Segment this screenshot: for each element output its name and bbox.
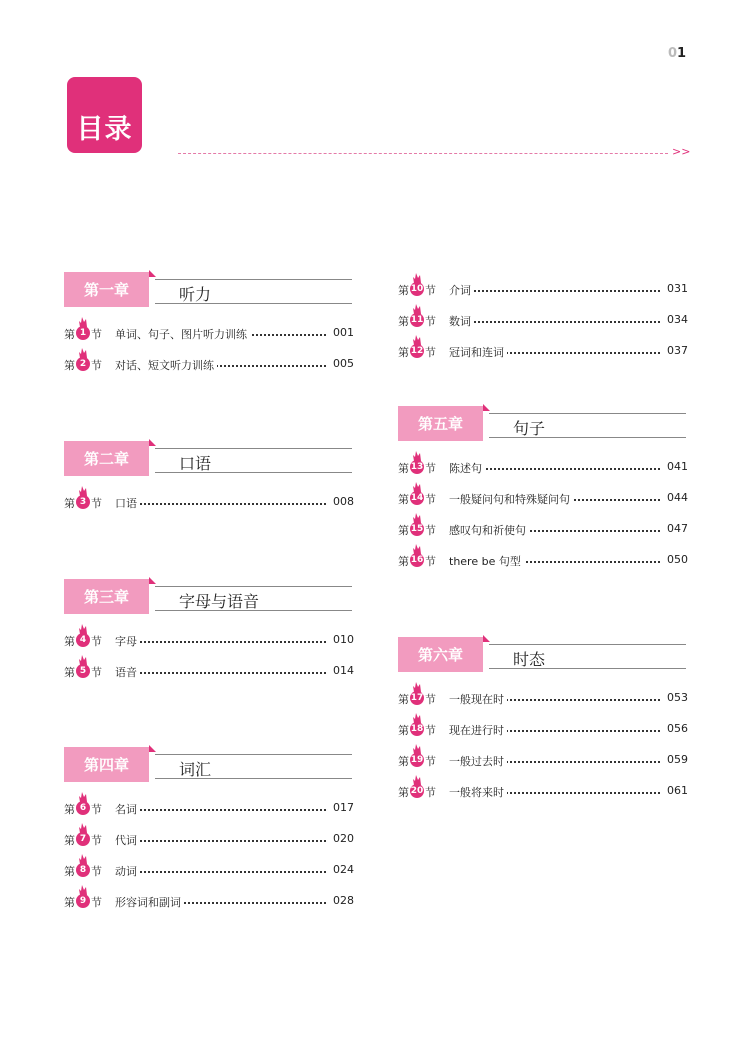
section-number-badge: 4 [76,633,90,647]
chapter-2-header[interactable] [64,439,352,479]
chapter-1-header[interactable] [64,270,352,310]
section-title: 介词 [449,282,474,298]
page-ref: 001 [333,326,354,339]
page-ref: 010 [333,633,354,646]
chapter-title: 时态 [513,650,546,669]
chapter-label: 第四章 [64,747,149,782]
page-number [668,46,686,61]
chapter-title: 字母与语音 [179,592,260,611]
leader-dots [115,641,326,643]
page-ref: 037 [667,344,688,357]
section-number-badge: 14 [410,493,424,503]
page-number-digit-2: 1 [677,46,687,61]
section-number-badge: 11 [410,315,424,325]
section-title: 对话、短文听力训练 [115,357,217,373]
chapter-4-header[interactable] [64,745,352,785]
section-number-badge: 1 [76,326,90,340]
section-number-badge: 12 [410,346,424,356]
section-number-badge: 15 [410,524,424,534]
toc-entry[interactable]: 第 9 节 形容词和副词 028 [64,890,354,910]
toc-entry[interactable]: 第 8 节 动词 024 [64,859,354,879]
section-number-badge: 5 [76,664,90,678]
section-title: 语音 [115,664,140,680]
toc-entry[interactable]: 第 13 节 陈述句 041 [398,456,688,476]
page-ref: 014 [333,664,354,677]
toc-entry[interactable]: 第 20 节 一般将来时 061 [398,780,688,800]
chapter-title: 句子 [513,419,546,438]
leader-dots [115,503,326,505]
page-ref: 020 [333,832,354,845]
section-title: 一般将来时 [449,784,507,800]
leader-dots [449,321,660,323]
page-ref: 024 [333,863,354,876]
section-number-badge: 6 [76,801,90,815]
section-title: 动词 [115,863,140,879]
chapter-label: 第二章 [64,441,149,476]
section-number-badge: 18 [410,724,424,734]
page-ref: 017 [333,801,354,814]
section-title: there be 句型 [449,553,524,569]
section-number-badge: 3 [76,495,90,509]
section-title: 感叹句和祈使句 [449,522,529,538]
page-number-digit-1: 0 [668,46,678,61]
leader-dots [115,809,326,811]
section-title: 名词 [115,801,140,817]
page-ref: 044 [667,491,688,504]
page-ref: 050 [667,553,688,566]
page-ref: 008 [333,495,354,508]
chapter-title: 口语 [179,454,212,473]
toc-entry[interactable]: 第 16 节 there be 句型 050 [398,549,688,569]
toc-entry[interactable]: 第 15 节 感叹句和祈使句 047 [398,518,688,538]
section-number-badge: 2 [76,357,90,371]
toc-entry[interactable]: 第 12 节 冠词和连词 037 [398,340,688,360]
section-title: 一般现在时 [449,691,507,707]
toc-entry[interactable]: 第 1 节 单词、句子、图片听力训练 001 [64,322,354,342]
toc-title: 目录 [67,77,142,153]
chapter-label: 第五章 [398,406,483,441]
chapter-label: 第一章 [64,272,149,307]
toc-entry[interactable]: 第 14 节 一般疑问句和特殊疑问句 044 [398,487,688,507]
section-number-badge: 16 [410,555,424,565]
chapter-title: 听力 [179,285,212,304]
section-number-badge: 7 [76,832,90,846]
section-number-badge: 10 [410,284,424,294]
section-title: 现在进行时 [449,722,507,738]
section-title: 单词、句子、图片听力训练 [115,326,250,342]
section-number-badge: 8 [76,863,90,877]
toc-entry[interactable]: 第 17 节 一般现在时 053 [398,687,688,707]
toc-entry[interactable]: 第 7 节 代词 020 [64,828,354,848]
title-divider [178,153,668,154]
section-title: 一般过去时 [449,753,507,769]
page-ref: 061 [667,784,688,797]
page-ref: 059 [667,753,688,766]
section-title: 数词 [449,313,474,329]
page-ref: 056 [667,722,688,735]
section-number-badge: 19 [410,755,424,765]
section-title: 一般疑问句和特殊疑问句 [449,491,573,507]
page-ref: 047 [667,522,688,535]
toc-entry[interactable]: 第 19 节 一般过去时 059 [398,749,688,769]
section-title: 陈述句 [449,460,485,476]
section-title: 口语 [115,495,140,511]
toc-entry[interactable]: 第 5 节 语音 014 [64,660,354,680]
page-ref: 028 [333,894,354,907]
chapter-title: 词汇 [179,760,212,779]
toc-entry[interactable]: 第 6 节 名词 017 [64,797,354,817]
section-title: 字母 [115,633,140,649]
chapter-6-header[interactable] [398,635,686,675]
toc-entry[interactable]: 第 10 节 介词 031 [398,278,688,298]
section-title: 冠词和连词 [449,344,507,360]
leader-dots [115,871,326,873]
section-title: 形容词和副词 [115,894,184,910]
chapter-label: 第六章 [398,637,483,672]
page-ref: 031 [667,282,688,295]
page-ref: 005 [333,357,354,370]
page-ref: 041 [667,460,688,473]
toc-entry[interactable]: 第 18 节 现在进行时 056 [398,718,688,738]
leader-dots [449,290,660,292]
page-ref: 034 [667,313,688,326]
page-ref: 053 [667,691,688,704]
chapter-label: 第三章 [64,579,149,614]
section-title: 代词 [115,832,140,848]
toc-entry[interactable]: 第 11 节 数词 034 [398,309,688,329]
double-chevron-icon: >> [672,145,691,158]
leader-dots [115,672,326,674]
toc-entry[interactable]: 第 4 节 字母 010 [64,629,354,649]
section-number-badge: 20 [410,786,424,796]
section-number-badge: 9 [76,894,90,908]
toc-entry[interactable]: 第 3 节 口语 008 [64,491,354,511]
chapter-3-header[interactable] [64,577,352,617]
section-number-badge: 17 [410,693,424,703]
section-number-badge: 13 [410,462,424,472]
toc-entry[interactable]: 第 2 节 对话、短文听力训练 005 [64,353,354,373]
leader-dots [115,840,326,842]
chapter-5-header[interactable] [398,404,686,444]
